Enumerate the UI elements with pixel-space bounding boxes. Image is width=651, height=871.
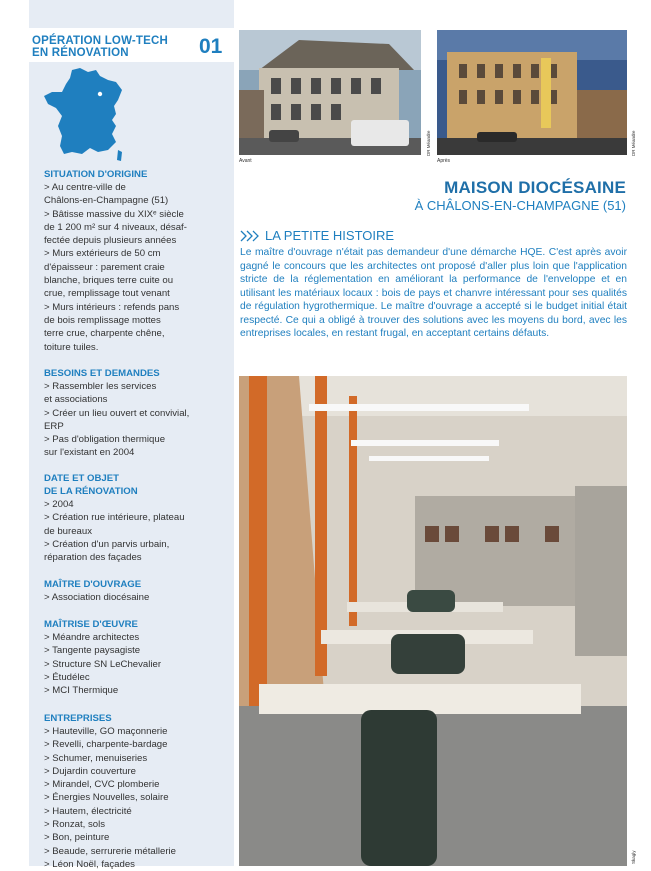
section-list (44, 498, 234, 564)
list-item: > Bâtisse massive du XIXᵉ siècle de 1 200 m² sur 4 niveaux, désaf- fectée depuis plusieurs années (44, 208, 234, 248)
list-item: > Création rue intérieure, plateau de bureaux (44, 511, 234, 538)
sidebar-section (44, 168, 234, 354)
photo-credit-2: DR Méandre (631, 130, 636, 156)
photo-after (437, 30, 627, 155)
list-item: > Méandre architectes (44, 631, 234, 644)
sidebar-section (44, 472, 234, 564)
france-map-icon (42, 66, 126, 164)
sidebar-section (44, 367, 234, 460)
list-item: > Au centre-ville de Châlons-en-Champagne (51) (44, 181, 234, 208)
list-item: > Création d'un parvis urbain, réparation des façades (44, 538, 234, 565)
list-item: > Murs intérieurs : refends pans de bois remplissage mottes terre crue, charpente chêne, toiture tuiles. (44, 301, 234, 354)
list-item: > Mirandel, CVC plomberie (44, 778, 234, 791)
section-list (44, 380, 234, 460)
sidebar-section (44, 618, 234, 697)
section-list (44, 591, 234, 604)
sidebar-section (44, 578, 234, 604)
list-item: > Murs extérieurs de 50 cm d'épaisseur : parement craie blanche, briques terre cuite ou crue, remplissage tout venant (44, 247, 234, 300)
section-heading: MAÎTRE D'OUVRAGE (44, 579, 142, 590)
photo-interior (239, 376, 627, 866)
list-item: > Rassembler les services et associations (44, 380, 234, 407)
page-subtitle: À CHÂLONS-EN-CHAMPAGNE (51) (414, 198, 626, 213)
list-item: > Structure SN LeChevalier (44, 658, 234, 671)
list-item: > Pas d'obligation thermique sur l'existant en 2004 (44, 433, 234, 460)
list-item: > Léon Noël, façades (44, 858, 234, 871)
section-heading: DE LA RÉNOVATION (44, 486, 138, 497)
list-item: > Énergies Nouvelles, solaire (44, 791, 234, 804)
section-list (44, 181, 234, 354)
operation-number: 01 (199, 35, 223, 58)
list-item: > Dujardin couverture (44, 765, 234, 778)
photo-credit-3: Skagly (631, 850, 636, 864)
list-item: > Ronzat, sols (44, 818, 234, 831)
list-item: > Tangente paysagiste (44, 644, 234, 657)
sidebar-section (44, 712, 234, 871)
list-item: > Hauteville, GO maçonnerie (44, 725, 234, 738)
history-text: Le maître d'ouvrage n'était pas demandeur d'une démarche HQE. C'est après avoir gagné le concours que les architectes ont proposé d'aller plus loin que l'application stricte de la réglementation en améliorant la performance de l'enveloppe et en utilisant les matériaux locaux : bois de pays et chanvre intéressant pour ses qualités de régulation hygrothermique. Le maître d'ouvrage a accepté si le budget initial était respecté. Ce qui a obligé à trouver des solutions avec les moyens du bord, avec les entreprises locales, en restant frugal, en acceptant certains défauts. (240, 247, 627, 339)
list-item: > Bon, peinture (44, 831, 234, 844)
list-item: > MCI Thermique (44, 684, 234, 697)
section-heading: SITUATION D'ORIGINE (44, 169, 148, 180)
after-caption: Après (437, 158, 451, 164)
list-item: > Revelli, charpente-bardage (44, 738, 234, 751)
list-item: > Créer un lieu ouvert et convivial, ERP (44, 407, 234, 434)
photo-before (239, 30, 421, 155)
before-caption: Avant (239, 158, 252, 164)
list-item: > Étudélec (44, 671, 234, 684)
history-heading: LA PETITE HISTOIRE (240, 228, 394, 243)
section-heading: DATE ET OBJET (44, 473, 119, 484)
section-list (44, 631, 234, 697)
location-dot (98, 92, 102, 96)
page-title: MAISON DIOCÉSAINE (444, 178, 626, 197)
list-item: > Hautem, électricité (44, 805, 234, 818)
list-item: > Schumer, menuiseries (44, 752, 234, 765)
list-item: > Beaude, serrurerie métallerie (44, 845, 234, 858)
photo-credit: DR Méandre (426, 130, 431, 156)
list-item: > 2004 (44, 498, 234, 511)
list-item: > Association diocésaine (44, 591, 234, 604)
section-heading: BESOINS ET DEMANDES (44, 368, 160, 379)
operation-title: OPÉRATION LOW-TECH EN RÉNOVATION (32, 35, 169, 59)
section-heading: MAÎTRISE D'ŒUVRE (44, 619, 138, 630)
section-heading: ENTREPRISES (44, 713, 112, 724)
section-list (44, 725, 234, 871)
chevrons-icon (240, 230, 262, 242)
